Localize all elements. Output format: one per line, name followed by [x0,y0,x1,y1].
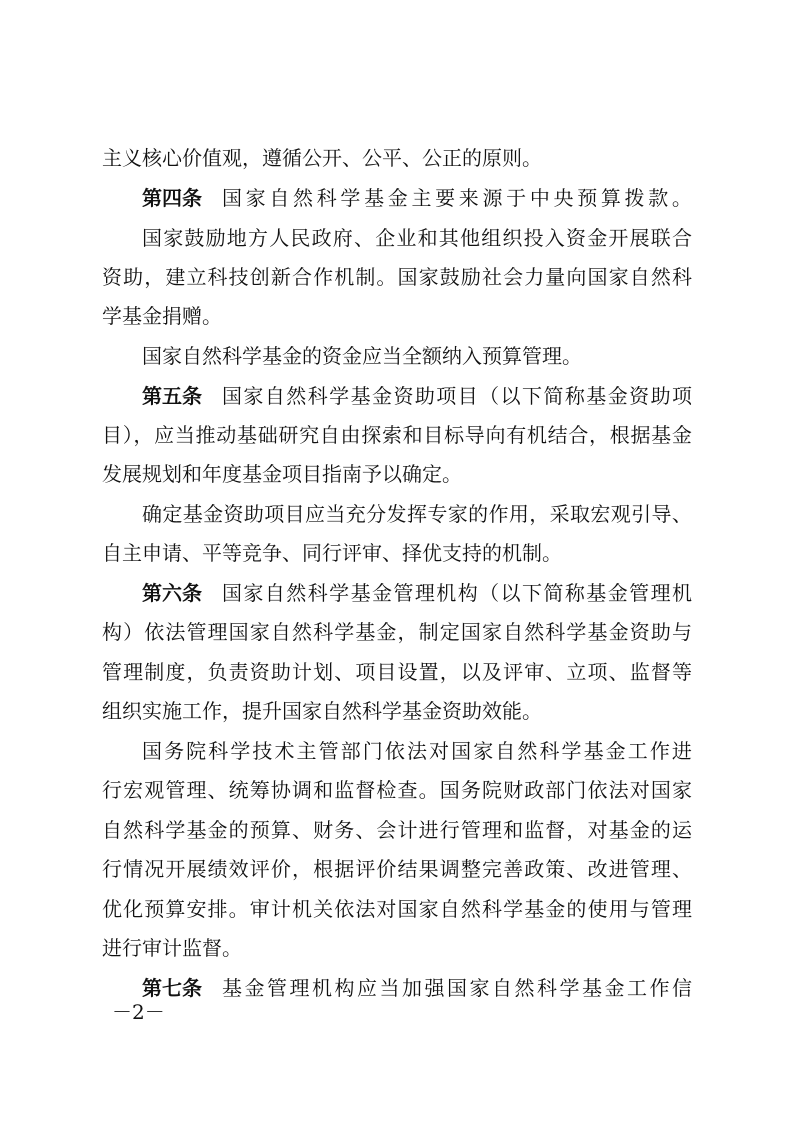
article-7-label: 第七条 [142,976,202,1000]
text-line: 组织实施工作，提升国家自然科学基金资助效能。 [102,699,542,723]
article-4-label: 第四条 [142,186,202,210]
text-line: 确定基金资助项目应当充分发挥专家的作用，采取宏观引导、 [142,502,693,526]
text-line: 行宏观管理、统筹协调和监督检查。国务院财政部门依法对国家 [102,778,694,802]
article-5-label: 第五条 [142,384,202,408]
text-line: 构）依法管理国家自然科学基金，制定国家自然科学基金资助与 [102,620,694,644]
text-line: 主义核心价值观，遵循公开、公平、公正的原则。 [102,146,542,170]
article-6-heading-line: 第六条 国家自然科学基金管理机构（以下简称基金管理机 [0,575,793,611]
text-line: 资助，建立科技创新合作机制。国家鼓励社会力量向国家自然科 [102,265,694,289]
text-line: 优化预算安排。审计机关依法对国家自然科学基金的使用与管理 [102,897,694,921]
article-7-heading-line: 第七条 基金管理机构应当加强国家自然科学基金工作信 [0,970,793,1006]
text-line: 国家鼓励地方人民政府、企业和其他组织投入资金开展联合 [142,226,694,250]
page-number: －2－ [112,1000,165,1024]
article-5-heading-line: 第五条 国家自然科学基金资助项目（以下简称基金资助项 [0,378,793,414]
article-6-label: 第六条 [142,581,202,605]
text-line: 目），应当推动基础研究自由探索和目标导向有机结合，根据基金 [102,423,693,447]
text-line: 学基金捐赠。 [102,304,222,328]
text-line: 管理制度，负责资助计划、项目设置，以及评审、立项、监督等 [102,660,694,684]
article-4-heading-line: 第四条 国家自然科学基金主要来源于中央预算拨款。 [0,180,793,216]
text-line: 发展规划和年度基金项目指南予以确定。 [102,462,462,486]
text-line: 国家自然科学基金的资金应当全额纳入预算管理。 [142,344,582,368]
text-line: 行情况开展绩效评价，根据评价结果调整完善政策、改进管理、 [102,857,694,881]
text-line: 国务院科学技术主管部门依法对国家自然科学基金工作进 [142,739,694,763]
text-line: 进行审计监督。 [102,936,242,960]
text-line: 自然科学基金的预算、财务、会计进行管理和监督，对基金的运 [102,818,694,842]
text-line: 自主申请、平等竞争、同行评审、择优支持的机制。 [102,541,562,565]
